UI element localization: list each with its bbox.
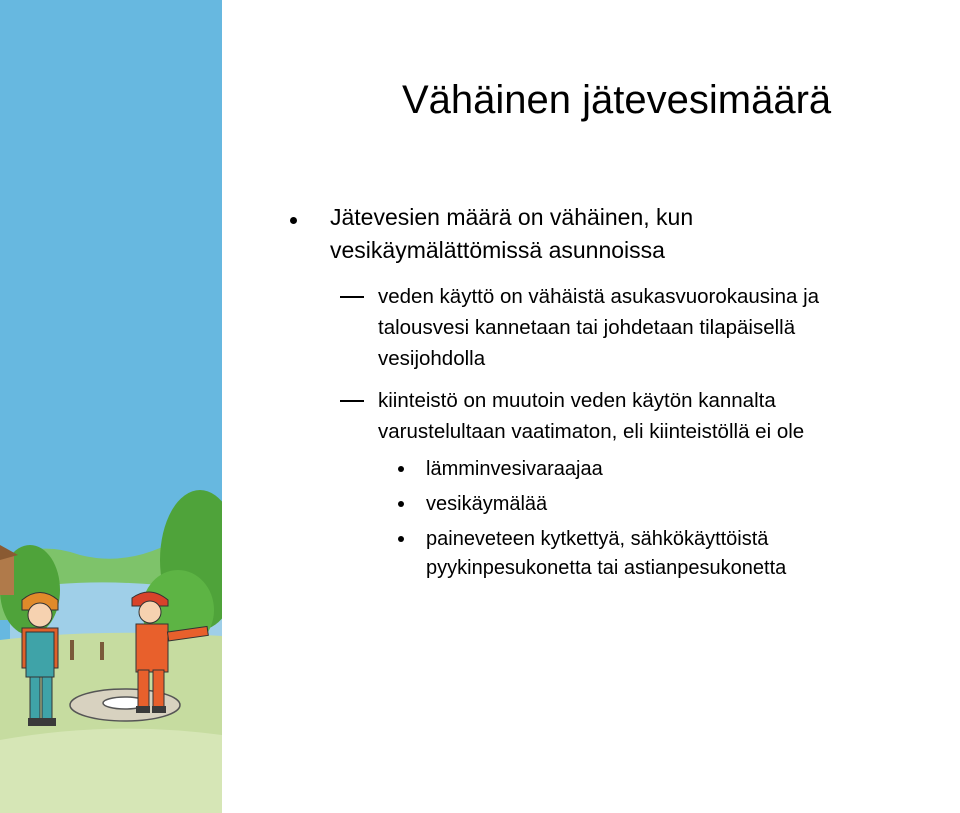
bullet-line: vesijohdolla xyxy=(378,347,486,370)
dash-marker xyxy=(340,296,364,298)
bullet-line: vesikäymälättömissä asunnoissa xyxy=(330,237,665,263)
bullet-line: kiinteistö on muutoin veden käytön kannalta xyxy=(378,389,776,412)
bullet-line: varustelultaan vaatimaton, eli kiinteistöllä ei ole xyxy=(378,420,805,443)
bullet-dot xyxy=(398,536,404,542)
bullet-level-3 xyxy=(426,455,603,484)
bullet-level-3 xyxy=(426,490,547,519)
dash-marker xyxy=(340,400,364,402)
bullet-line: talousvesi kannetaan tai johdetaan tilapäisellä xyxy=(378,316,796,339)
bullet-dot xyxy=(398,466,404,472)
bullet-line: Jätevesien määrä on vähäinen, kun xyxy=(330,204,694,230)
bullet-line: lämminvesivaraajaa xyxy=(426,458,603,480)
bullet-level-1 xyxy=(330,201,693,267)
fence-post xyxy=(100,642,104,660)
bullet-level-3 xyxy=(426,525,786,583)
bullet-dot xyxy=(398,501,404,507)
inspectors-at-well-illustration xyxy=(0,0,222,813)
bullet-dot xyxy=(290,217,297,224)
bullet-line: paineveteen kytkettyä, sähkökäyttöistä xyxy=(426,528,769,550)
fence-post xyxy=(70,640,74,660)
side-illustration-panel xyxy=(0,0,222,813)
bullet-line: vesikäymälää xyxy=(426,493,548,515)
bullet-line: pyykinpesukonetta tai astianpesukonetta xyxy=(426,557,787,579)
bullet-level-2 xyxy=(378,281,819,374)
slide-title: Vähäinen jätevesimäärä xyxy=(402,78,832,122)
ground-front xyxy=(0,729,222,813)
bullet-line: veden käyttö on vähäistä asukasvuorokausina ja xyxy=(378,285,820,308)
house xyxy=(0,555,14,595)
bullet-level-2 xyxy=(378,385,804,447)
